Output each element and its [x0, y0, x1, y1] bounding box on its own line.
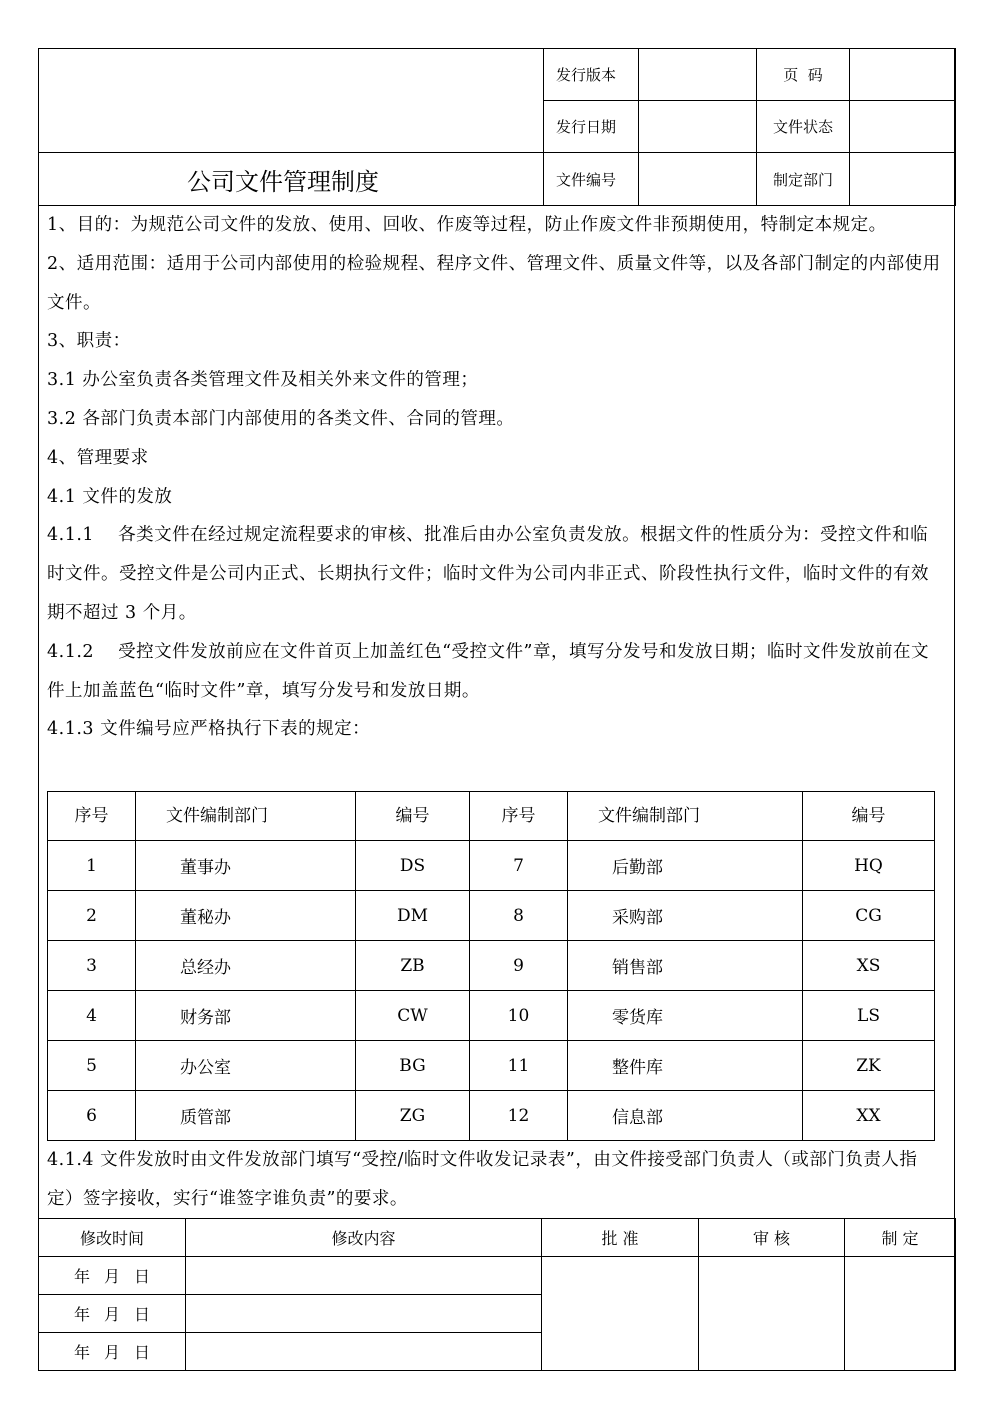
code-cell: DM: [356, 891, 470, 941]
review-cell: [699, 1257, 845, 1371]
duty-3-1: 3.1 办公室负责各类管理文件及相关外来文件的管理；: [47, 370, 479, 391]
dept-label: 制定部门: [757, 153, 850, 206]
revision-time-header: 修改时间: [39, 1219, 186, 1257]
dept-cell: 办公室: [136, 1041, 356, 1091]
header-blank-cell: [39, 49, 544, 153]
seq-cell: 9: [470, 941, 568, 991]
code-cell: ZB: [356, 941, 470, 991]
header-dept: 文件编制部门: [136, 792, 356, 841]
status-value: [850, 101, 956, 153]
table-row: [48, 891, 935, 941]
prepare-cell: [845, 1257, 956, 1371]
dept-cell: 总经办: [136, 941, 356, 991]
seq-cell: 6: [48, 1091, 136, 1141]
code-cell: XS: [803, 941, 935, 991]
seq-cell: 8: [470, 891, 568, 941]
revision-content-cell: [186, 1333, 542, 1371]
dept-cell: 采购部: [568, 891, 803, 941]
revision-date-cell: 年月日: [39, 1295, 186, 1333]
code-cell: DS: [356, 841, 470, 891]
dept-cell: 质管部: [136, 1091, 356, 1141]
review-header: 审 核: [699, 1219, 845, 1257]
date-label: 发行日期: [544, 101, 639, 153]
doc-no-label: 文件编号: [544, 153, 639, 206]
seq-cell: 4: [48, 991, 136, 1041]
doc-no-value: [639, 153, 757, 206]
version-value: [639, 49, 757, 101]
dept-cell: 董秘办: [136, 891, 356, 941]
header-seq: 序号: [48, 792, 136, 841]
approve-cell: [542, 1257, 699, 1371]
duty-3-2: 3.2 各部门负责本部门内部使用的各类文件、合同的管理。: [47, 408, 515, 429]
revision-content-cell: [186, 1257, 542, 1295]
code-cell: ZK: [803, 1041, 935, 1091]
dept-cell: 零货库: [568, 991, 803, 1041]
scope-paragraph: 2、适用范围：适用于公司内部使用的检验规程、程序文件、管理文件、质量文件等，以及各部门制定的内部使用文件。: [47, 253, 941, 313]
seq-cell: 2: [48, 891, 136, 941]
document-body: [47, 206, 942, 749]
code-cell: ZG: [356, 1091, 470, 1141]
revision-content-header: 修改内容: [186, 1219, 542, 1257]
page-value: [850, 49, 956, 101]
duties-heading: 3、职责：: [47, 331, 131, 352]
header-code: 编号: [356, 792, 470, 841]
revision-date-cell: 年月日: [39, 1257, 186, 1295]
approve-header: 批 准: [542, 1219, 699, 1257]
section-4-1-heading: 4.1 文件的发放: [47, 486, 173, 507]
revision-header-row: [39, 1219, 956, 1257]
code-cell: XX: [803, 1091, 935, 1141]
table-row: [48, 941, 935, 991]
department-code-table: [47, 791, 935, 1141]
dept-cell: 董事办: [136, 841, 356, 891]
header-code: 编号: [803, 792, 935, 841]
dept-cell: 信息部: [568, 1091, 803, 1141]
table-header-row: [48, 792, 935, 841]
clause-4-1-3: 4.1.3 文件编号应严格执行下表的规定：: [47, 719, 371, 740]
status-label: 文件状态: [757, 101, 850, 153]
code-cell: BG: [356, 1041, 470, 1091]
code-cell: LS: [803, 991, 935, 1041]
dept-cell: 销售部: [568, 941, 803, 991]
header-seq: 序号: [470, 792, 568, 841]
seq-cell: 3: [48, 941, 136, 991]
revision-content-cell: [186, 1295, 542, 1333]
seq-cell: 5: [48, 1041, 136, 1091]
seq-cell: 10: [470, 991, 568, 1041]
document-tail: [47, 1141, 942, 1219]
document-title: 公司文件管理制度: [39, 153, 544, 206]
revision-date-cell: 年月日: [39, 1333, 186, 1371]
seq-cell: 7: [470, 841, 568, 891]
page-label: 页 码: [757, 49, 850, 101]
prepare-header: 制 定: [845, 1219, 956, 1257]
dept-cell: 整件库: [568, 1041, 803, 1091]
dept-cell: 财务部: [136, 991, 356, 1041]
table-row: [48, 1041, 935, 1091]
revision-row: [39, 1257, 956, 1295]
clause-4-1-1: 4.1.1 各类文件在经过规定流程要求的审核、批准后由办公室负责发放。根据文件的性质分为：受控文件和临时文件。受控文件是公司内正式、长期执行文件；临时文件为公司内非正式、阶段性执行文件，临时文件的有效期不超过 3 个月。: [47, 525, 929, 623]
requirements-heading: 4、管理要求: [47, 447, 149, 468]
seq-cell: 11: [470, 1041, 568, 1091]
code-cell: HQ: [803, 841, 935, 891]
code-cell: CG: [803, 891, 935, 941]
seq-cell: 1: [48, 841, 136, 891]
dept-value: [850, 153, 956, 206]
seq-cell: 12: [470, 1091, 568, 1141]
version-label: 发行版本: [544, 49, 639, 101]
table-row: [48, 1091, 935, 1141]
revision-table: [38, 1218, 956, 1371]
clause-4-1-4: 4.1.4 文件发放时由文件发放部门填写“受控/临时文件收发记录表”，由文件接受部门负责人（或部门负责人指定）签字接收，实行“谁签字谁负责”的要求。: [47, 1150, 918, 1209]
purpose-paragraph: 1、目的：为规范公司文件的发放、使用、回收、作废等过程，防止作废文件非预期使用，特制定本规定。: [47, 215, 887, 235]
header-dept: 文件编制部门: [568, 792, 803, 841]
code-cell: CW: [356, 991, 470, 1041]
dept-cell: 后勤部: [568, 841, 803, 891]
clause-4-1-2: 4.1.2 受控文件发放前应在文件首页上加盖红色“受控文件”章，填写分发号和发放日期；临时文件发放前在文件上加盖蓝色“临时文件”章，填写分发号和发放日期。: [47, 641, 929, 701]
date-value: [639, 101, 757, 153]
table-row: [48, 841, 935, 891]
document-header: [38, 48, 956, 206]
table-row: [48, 991, 935, 1041]
